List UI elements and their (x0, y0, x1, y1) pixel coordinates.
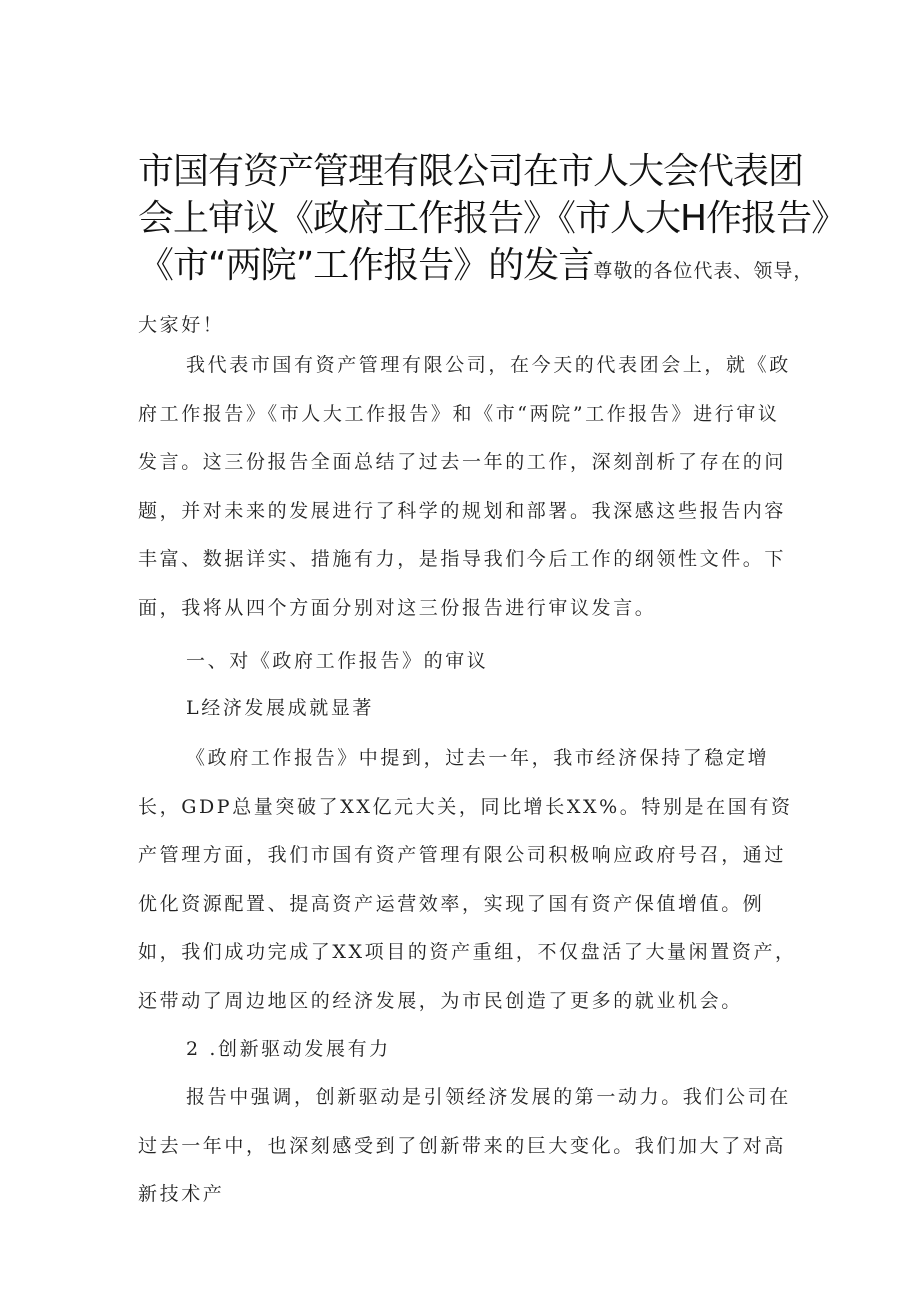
greeting-part-1: 尊敬的各位代表、领导， (593, 260, 814, 282)
greeting-part-2: 大家好！ (138, 314, 225, 336)
subheading-innovation: 2 .创新驱动发展有力 (186, 1038, 391, 1060)
economy-paragraph: 《政府工作报告》中提到，过去一年，我市经济保持了稳定增长，GDP总量突破了XX亿元大关，同比增长XX%。特别是在国有资产管理方面，我们市国有资产管理有限公司积极响应政府号召，通过优化资源配置、提高资产运营效率，实现了国有资产保值增值。例如，我们成功完成了XX项目的资产重组，不仅盘活了大量闲置资产，还带动了周边地区的经济发展，为市民创造了更多的就业机会。 (138, 747, 797, 1012)
intro-paragraph: 我代表市国有资产管理有限公司，在今天的代表团会上，就《政府工作报告》《市人大工作报告》和《市“两院”工作报告》进行审议发言。这三份报告全面总结了过去一年的工作，深刻剖析了存在的问题，并对未来的发展进行了科学的规划和部署。我深感这些报告内容丰富、数据详实、措施有力，是指导我们今后工作的纲领性文件。下面，我将从四个方面分别对这三份报告进行审议发言。 (138, 354, 791, 619)
section-heading-1: 一、对《政府工作报告》的审议 (186, 650, 489, 672)
title-line-3 (138, 242, 828, 289)
title-line-3-text: 《市“两院”工作报告》的发言 (138, 245, 594, 286)
document-title (138, 148, 847, 289)
title-line-1: 市国有资产管理有限公司在市人大会代表团 (138, 151, 804, 192)
innovation-paragraph: 报告中强调，创新驱动是引领经济发展的第一动力。我们公司在过去一年中，也深刻感受到了创新带来的巨大变化。我们加大了对高新技术产 (138, 1086, 791, 1205)
title-line-2: 会上审议《政府工作报告》《市人大H作报告》 (138, 198, 847, 239)
subheading-economy: L经济发展成就显著 (186, 697, 375, 719)
